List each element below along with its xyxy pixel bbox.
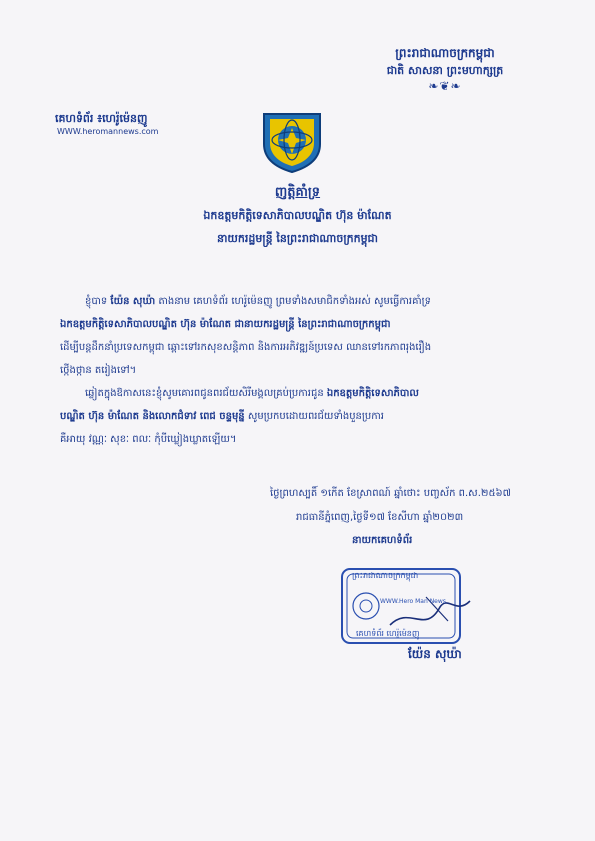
publisher-website: WWW.heromannews.com	[57, 127, 159, 136]
lunar-date: ថ្ងៃព្រហស្បតិ៍ ១កើត ខែស្រាពណ៍ ឆ្នាំថោះ បញ្ចស័ក ព.ស.២៥៦៧	[270, 488, 511, 499]
text-span: សូមប្រកបដោយពរជ័យទាំងបួនប្រការ	[247, 411, 384, 422]
stamp-top-text: ព្រះរាជាណាចក្រកម្ពុជា	[352, 571, 419, 580]
text-span: ឆ្លៀតក្នុងឱកាសនេះខ្ញុំសូមគោរពជូនពរជ័យសិរីមង្គលគ្រប់ប្រការជូន	[85, 388, 324, 399]
motto-line: ជាតិ សាសនា ព្រះមហាក្សត្រ	[386, 64, 504, 77]
paragraph-1-line-1	[60, 290, 548, 313]
ornament-icon: ❧❦❧	[428, 79, 462, 93]
paragraph-1-line-2: ឯកឧត្តមកិត្តិទេសាភិបាលបណ្ឌិត ហ៊ុន ម៉ាណែត ជានាយករដ្ឋមន្ត្រី នៃព្រះរាជាណាចក្រកម្ពុជា	[60, 319, 391, 330]
text-span-bold: បណ្ឌិត ហ៊ុន ម៉ាណែត និងលោកជំទាវ ពេជ ចន្ទមុន្នី	[60, 411, 245, 422]
title-line-1: ឯកឧត្តមកិត្តិទេសាភិបាលបណ្ឌិត ហ៊ុន ម៉ាណែត	[203, 209, 392, 222]
author-name: យ៉ែន សុឃ៉ា	[110, 296, 156, 307]
paragraph-1-line-4: ថ្កើងថ្កាន តរៀងទៅ។	[60, 365, 137, 376]
text-span-bold: ឯកឧត្តមកិត្តិទេសាភិបាល	[326, 388, 419, 399]
title-line-2: នាយករដ្ឋមន្ត្រី នៃព្រះរាជាណាចក្រកម្ពុជា	[216, 232, 379, 245]
signer-position: នាយកគេហទំព័រ	[352, 535, 413, 546]
paragraph-2	[60, 382, 548, 451]
signer-name: យ៉ែន សុឃ៉ា	[408, 647, 462, 661]
publisher-block	[55, 112, 158, 138]
stamp-bottom-text: គេហទំព័រ ហេរ៉ូម៉េនញូ	[356, 629, 420, 638]
document-title: ញត្តិគាំទ្រ	[274, 185, 321, 200]
paragraph-2-line-1	[60, 382, 548, 405]
paragraph-1-line-3: ដើម្បីបន្តដឹកនាំប្រទេសកម្ពុជា ឆ្ពោះទៅរកសុខសន្តិភាព និងការអភិវឌ្ឍន៍ប្រទេស ឈានទៅរកភាពរុងរឿង	[60, 342, 432, 353]
publisher-name: គេហទំព័រ ៖ហេរ៉ូម៉េនញូ	[55, 112, 148, 125]
paragraph-2-line-3: គឺអាយុ វណ្ណៈ សុខៈ ពលៈ កុំបីឃ្លៀងឃ្លាតឡើយ។	[60, 434, 237, 445]
hero-man-news-logo-icon	[256, 110, 328, 174]
paragraph-2-line-2	[60, 405, 548, 428]
kingdom-header	[365, 44, 525, 92]
text-span: ខ្ញុំបាទ	[85, 296, 108, 307]
text-span: តាងនាម គេហទំព័រ ហេរ៉ូម៉េនញូ ព្រមទាំងសមាជិកទាំងអស់ សូមធ្វើការគាំទ្រ	[158, 296, 431, 307]
solar-date: រាជធានីភ្នំពេញ,ថ្ងៃទី១៧ ខែសីហា ឆ្នាំ២០២៣	[296, 512, 464, 523]
paragraph-1	[60, 290, 548, 382]
kingdom-line: ព្រះរាជាណាចក្រកម្ពុជា	[395, 46, 495, 60]
stamp-center-text: WWW.Hero Man News	[380, 598, 446, 605]
